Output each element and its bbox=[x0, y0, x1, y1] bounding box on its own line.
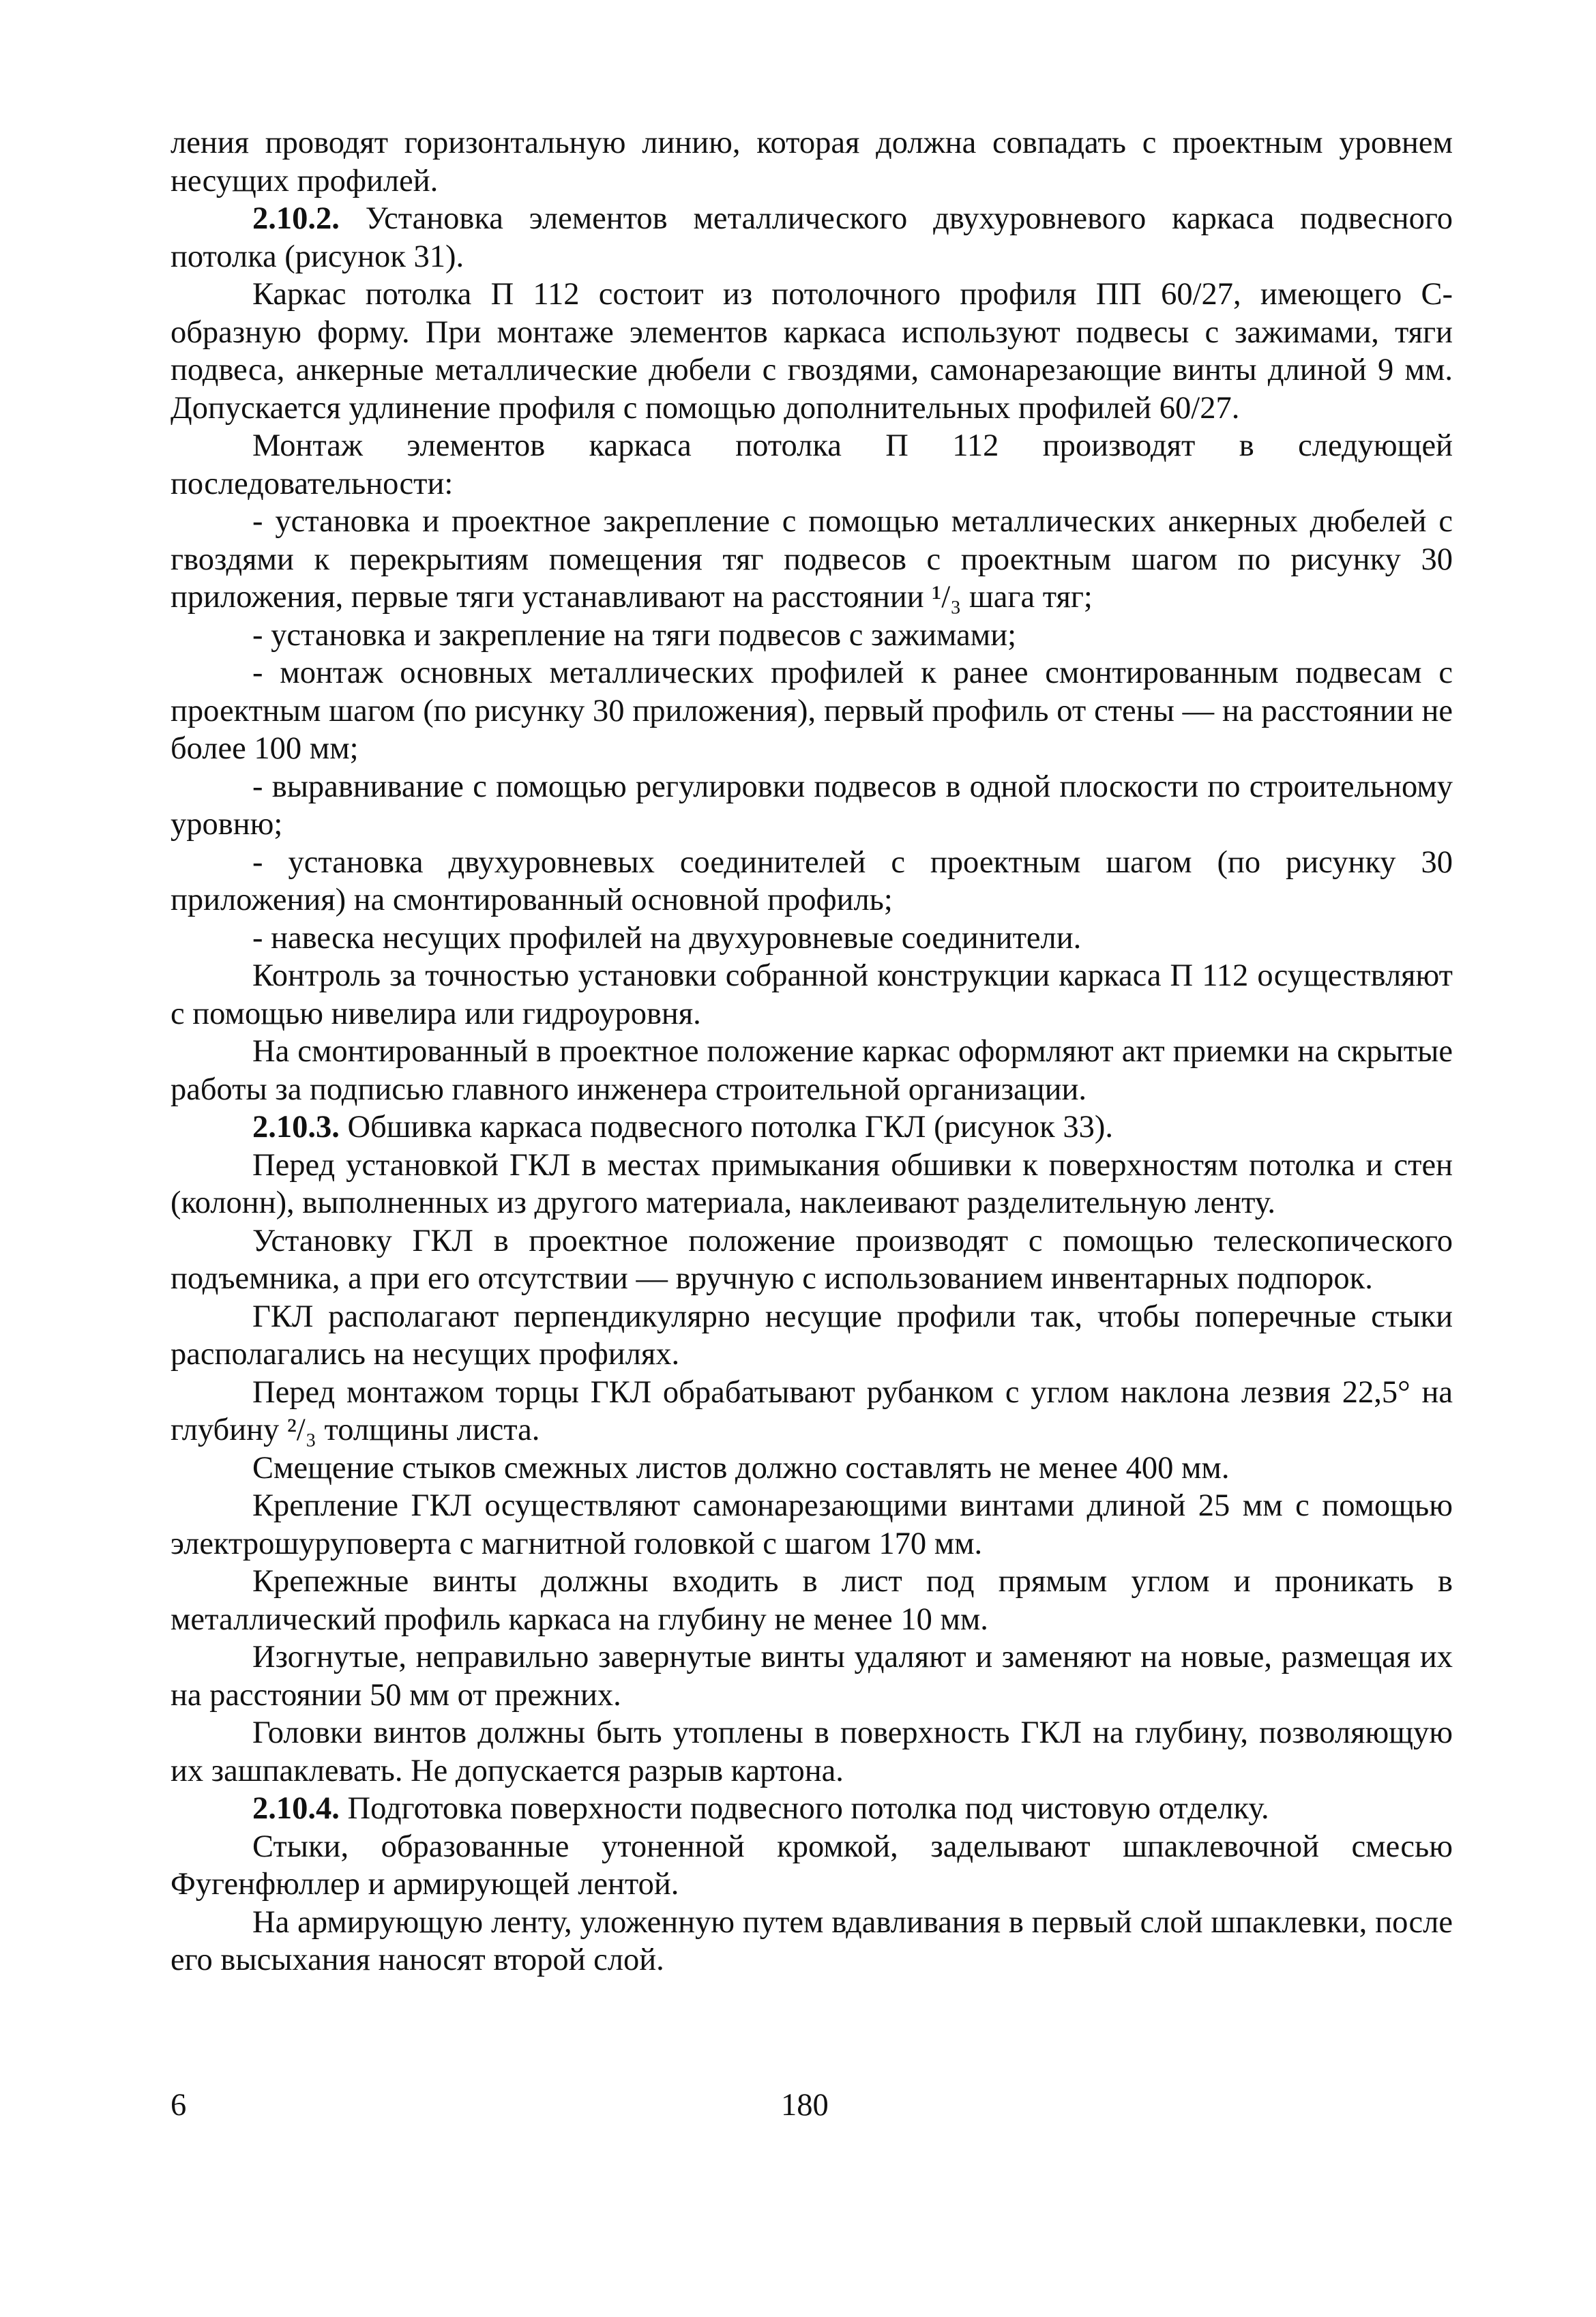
section-title: Подготовка поверхности подвесного потолка под чистовую отделку. bbox=[339, 1791, 1269, 1826]
paragraph: - выравнивание с помощью регулировки подвесов в одной плоскости по строительному уровню; bbox=[171, 769, 1453, 842]
paragraph: Крепление ГКЛ осуществляют самонарезающими винтами длиной 25 мм с помощью электрошуруповерта с магнитной головкой с шагом 170 мм. bbox=[171, 1488, 1453, 1561]
paragraph: - установка и закрепление на тяги подвесов с зажимами; bbox=[252, 617, 1017, 653]
paragraph: Монтаж элементов каркаса потолка П 112 производят в следующей последовательности: bbox=[171, 428, 1453, 501]
document-body bbox=[171, 124, 1453, 1979]
section-number: 2.10.2. bbox=[252, 201, 340, 236]
page-number: 180 bbox=[781, 2088, 829, 2123]
paragraph: На смонтированный в проектное положение каркас оформляют акт приемки на скрытые работы за подписью главного инженера строительной организации. bbox=[171, 1034, 1453, 1107]
paragraph: На армирующую ленту, уложенную путем вдавливания в первый слой шпаклевки, после его высыхания наносят второй слой. bbox=[171, 1904, 1453, 1977]
paragraph: Изогнутые, неправильно завернутые винты удаляют и заменяют на новые, размещая их на расстоянии 50 мм от прежних. bbox=[171, 1640, 1453, 1713]
paragraph: Контроль за точностью установки собранной конструкции каркаса П 112 осуществляют с помощью нивелира или гидроуровня. bbox=[171, 958, 1453, 1031]
paragraph: Перед монтажом торцы ГКЛ обрабатывают рубанком с углом наклона лезвия 22,5° на глубину ²/₃ толщины листа. bbox=[171, 1374, 1453, 1447]
section-title: Обшивка каркаса подвесного потолка ГКЛ (рисунок 33). bbox=[339, 1110, 1113, 1145]
paragraph: Смещение стыков смежных листов должно составлять не менее 400 мм. bbox=[252, 1450, 1230, 1486]
paragraph: - навеска несущих профилей на двухуровневые соединители. bbox=[252, 920, 1082, 956]
paragraph: Головки винтов должны быть утоплены в поверхность ГКЛ на глубину, позволяющую их зашпаклевать. Не допускается разрыв картона. bbox=[171, 1715, 1453, 1788]
paragraph: Крепежные винты должны входить в лист под прямым углом и проникать в металлический профиль каркаса на глубину не менее 10 мм. bbox=[171, 1564, 1453, 1637]
paragraph: Каркас потолка П 112 состоит из потолочного профиля ПП 60/27, имеющего С-образную форму. При монтаже элементов каркаса используют подвесы с зажимами, тяги подвеса, анкерные металлические дюбели с гвоздями, самонарезающие винты длиной 9 мм. Допускается удлинение профиля с помощью дополнительных профилей 60/27. bbox=[171, 277, 1453, 426]
section-heading bbox=[171, 1108, 1453, 1147]
footer-sheet-number: 6 bbox=[171, 2088, 187, 2123]
continued-paragraph: ления проводят горизонтальную линию, которая должна совпадать с проектным уровнем несущих профилей. bbox=[171, 126, 1453, 198]
paragraph: - установка и проектное закрепление с помощью металлических анкерных дюбелей с гвоздями к перекрытиям помещения тяг подвесов с проектным шагом по рисунку 30 приложения, первые тяги устанавливают на расстоянии ¹/₃ шага тяг; bbox=[171, 504, 1453, 615]
paragraph: Установку ГКЛ в проектное положение производят с помощью телескопического подъемника, а при его отсутствии — вручную с использованием инвентарных подпорок. bbox=[171, 1223, 1453, 1296]
paragraph: ГКЛ располагают перпендикулярно несущие профили так, чтобы поперечные стыки располагались на несущих профилях. bbox=[171, 1299, 1453, 1372]
paragraph: Стыки, образованные утоненной кромкой, заделывают шпаклевочной смесью Фугенфюллер и армирующей лентой. bbox=[171, 1829, 1453, 1902]
paragraph: - монтаж основных металлических профилей к ранее смонтированным подвесам с проектным шагом (по рисунку 30 приложения), первый профиль от стены — на расстоянии не более 100 мм; bbox=[171, 655, 1453, 766]
section-number: 2.10.4. bbox=[252, 1791, 340, 1826]
section-heading bbox=[171, 200, 1453, 276]
paragraph: - установка двухуровневых соединителей с проектным шагом (по рисунку 30 приложения) на смонтированный основной профиль; bbox=[171, 844, 1453, 917]
section-heading bbox=[171, 1790, 1453, 1828]
paragraph: Перед установкой ГКЛ в местах примыкания обшивки к поверхностям потолка и стен (колонн), выполненных из другого материала, наклеивают разделительную ленту. bbox=[171, 1147, 1453, 1220]
section-number: 2.10.3. bbox=[252, 1110, 340, 1145]
section-title: Установка элементов металлического двухуровневого каркаса подвесного потолка (рисунок 31). bbox=[171, 201, 1453, 274]
